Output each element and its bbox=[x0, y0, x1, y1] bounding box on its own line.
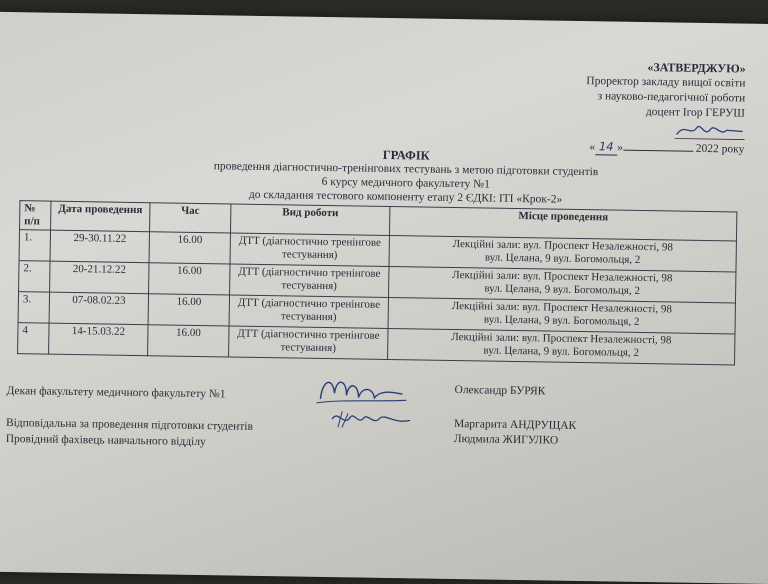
document-page bbox=[0, 12, 768, 584]
title-line3: до складання тестового компоненту етапу 2 ЄДКІ: ІТІ «Крок-2» bbox=[248, 188, 563, 206]
cell-no: 1. bbox=[19, 230, 50, 261]
dean-signature-image bbox=[302, 369, 423, 441]
schedule-table bbox=[17, 200, 737, 365]
specialist-name: Людмила ЖИГУЛКО bbox=[453, 433, 559, 447]
cell-type: ДТТ (діагностично тренінгове тестування) bbox=[230, 233, 389, 266]
document-title: ГРАФІК bbox=[382, 147, 430, 163]
cell-time: 16.00 bbox=[148, 294, 229, 326]
cell-date: 14-15.03.22 bbox=[49, 323, 148, 356]
cell-date: 29-30.11.22 bbox=[50, 230, 149, 263]
place-line2: вул. Целана, 9 вул. Богомольця, 2 bbox=[483, 344, 639, 359]
title-line1: проведення діагностично-тренінгових тестувань з метою підготовки студентів bbox=[213, 160, 599, 179]
approval-position-line3: доцент Ігор ГЕРУШ bbox=[645, 106, 746, 120]
approval-position-line1: Проректор закладу вищої освіти bbox=[586, 75, 746, 90]
cell-time: 16.00 bbox=[149, 263, 230, 295]
header-place: Місце проведення bbox=[389, 207, 736, 241]
specialist-role: Провідний фахівець навчального відділу bbox=[5, 432, 206, 449]
header-date: Дата проведення bbox=[51, 201, 150, 232]
approval-heading: «ЗАТВЕРДЖУЮ» bbox=[647, 60, 746, 76]
date-close-quote: » bbox=[617, 141, 624, 154]
responsible-role: Відповідальна за проведення підготовки студентів bbox=[5, 417, 254, 433]
dean-role: Декан факультету медичного факультету №1 bbox=[6, 385, 226, 401]
date-day: 14 bbox=[595, 139, 617, 155]
cell-type: ДТТ (діагностично тренінгове тестування) bbox=[229, 295, 388, 328]
approval-block bbox=[554, 59, 745, 158]
cell-no: 4 bbox=[18, 323, 49, 354]
date-open-quote: « bbox=[589, 141, 596, 154]
approval-position-line2: з науково-педагогічної роботи bbox=[597, 90, 746, 105]
cell-place bbox=[388, 328, 735, 364]
place-line2: вул. Целана, 9 вул. Богомольця, 2 bbox=[484, 251, 641, 266]
approval-signature-image bbox=[675, 118, 745, 141]
dean-name: Олександр БУРЯК bbox=[454, 384, 546, 398]
title-block bbox=[196, 145, 617, 208]
cell-date: 07-08.02.23 bbox=[49, 292, 148, 325]
header-time: Час bbox=[150, 203, 231, 233]
responsible-name: Маргарита АНДРУЩАК bbox=[453, 418, 577, 432]
title-line2: 6 курсу медичного факультету №1 bbox=[321, 175, 490, 191]
place-line2: вул. Целана, 9 вул. Богомольця, 2 bbox=[484, 282, 640, 297]
cell-no: 3. bbox=[18, 292, 49, 323]
place-line1: Лекційні зали: вул. Проспект Незалежності, 98 bbox=[452, 237, 674, 254]
cell-time: 16.00 bbox=[148, 325, 229, 357]
place-line1: Лекційні зали: вул. Проспект Незалежності, 98 bbox=[451, 299, 673, 316]
date-year: 2022 року bbox=[695, 142, 745, 156]
cell-no: 2. bbox=[19, 261, 50, 292]
cell-date: 20-21.12.22 bbox=[50, 261, 149, 294]
header-type: Вид роботи bbox=[231, 204, 390, 235]
place-line1: Лекційні зали: вул. Проспект Незалежності, 98 bbox=[451, 330, 672, 347]
place-line2: вул. Целана, 9 вул. Богомольця, 2 bbox=[483, 313, 640, 328]
cell-type: ДТТ (діагностично тренінгове тестування) bbox=[229, 326, 388, 359]
date-month bbox=[623, 150, 693, 152]
cell-time: 16.00 bbox=[149, 232, 230, 264]
cell-type: ДТТ (діагностично тренінгове тестування) bbox=[230, 264, 389, 297]
place-line1: Лекційні зали: вул. Проспект Незалежності, 98 bbox=[452, 268, 673, 285]
header-no: № п/п bbox=[20, 201, 51, 230]
